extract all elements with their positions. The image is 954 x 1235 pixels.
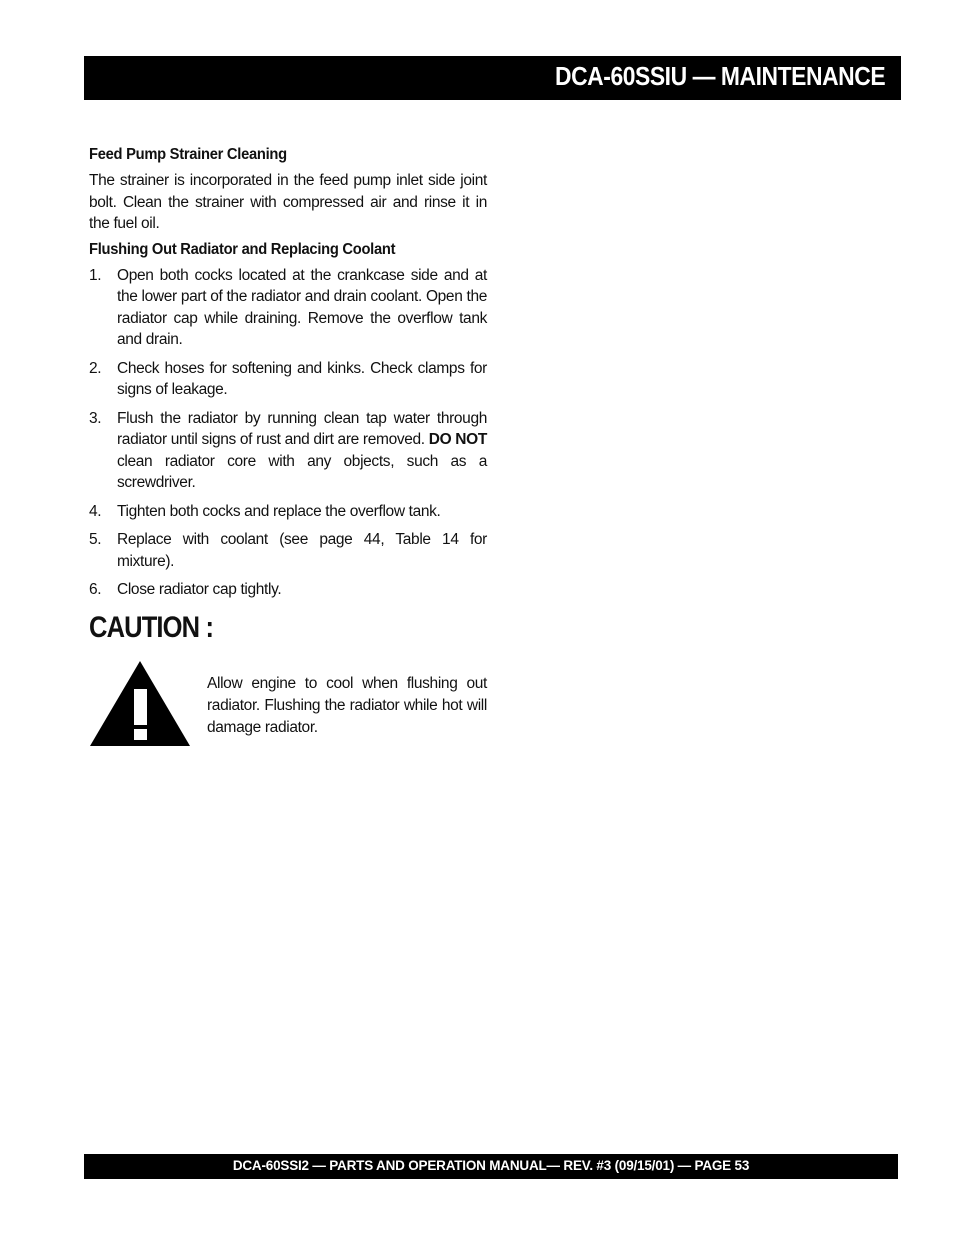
- feed-pump-heading: Feed Pump Strainer Cleaning: [89, 146, 287, 163]
- do-not-emphasis: DO NOT: [428, 431, 487, 448]
- radiator-heading: Flushing Out Radiator and Replacing Coolant: [89, 240, 396, 258]
- caution-block: [89, 659, 487, 749]
- step-text: Tighten both cocks and replace the overflow tank.: [117, 502, 441, 520]
- step-number: 5.: [89, 531, 102, 548]
- step-text: Open both cocks located at the crankcase side and at the lower part of the radiator and drain coolant. Open the radiator cap while draining. Remove the overflow tank and drain.: [117, 266, 487, 348]
- main-content: [89, 146, 487, 749]
- list-item: [89, 408, 487, 494]
- step-number: 2.: [89, 359, 102, 377]
- header-bar: [84, 56, 901, 100]
- footer-text: DCA-60SSI2 — PARTS AND OPERATION MANUAL— REV. #3 (09/15/01) — PAGE 53: [232, 1158, 750, 1173]
- page-title: DCA-60SSIU — MAINTENANCE: [554, 61, 885, 91]
- warning-icon: [89, 659, 191, 747]
- step-number: 6.: [89, 581, 102, 598]
- caution-text: Allow engine to cool when flushing out radiator. Flushing the radiator while hot will damage radiator.: [207, 674, 487, 736]
- step-text: Replace with coolant (see page 44, Table 14 for mixture).: [117, 531, 487, 570]
- list-item: [89, 529, 487, 572]
- caution-title: CAUTION :: [89, 610, 214, 644]
- radiator-steps-list: [89, 265, 487, 601]
- list-item: [89, 579, 487, 601]
- step-text-continued: clean radiator core with any objects, such as a screwdriver.: [117, 452, 487, 491]
- step-number: 4.: [89, 502, 102, 520]
- list-item: [89, 501, 487, 523]
- step-number: 1.: [89, 266, 102, 284]
- step-text: Close radiator cap tightly.: [117, 581, 282, 598]
- step-text: Flush the radiator by running clean tap water through radiator until signs of rust and dirt are removed.: [117, 409, 487, 448]
- list-item: [89, 265, 487, 351]
- step-text: Check hoses for softening and kinks. Check clamps for signs of leakage.: [117, 359, 487, 398]
- list-item: [89, 358, 487, 401]
- footer-bar: [84, 1154, 898, 1179]
- feed-pump-paragraph: The strainer is incorporated in the feed pump inlet side joint bolt. Clean the strainer with compressed air and rinse it in the fuel oil.: [89, 172, 487, 232]
- step-number: 3.: [89, 409, 102, 427]
